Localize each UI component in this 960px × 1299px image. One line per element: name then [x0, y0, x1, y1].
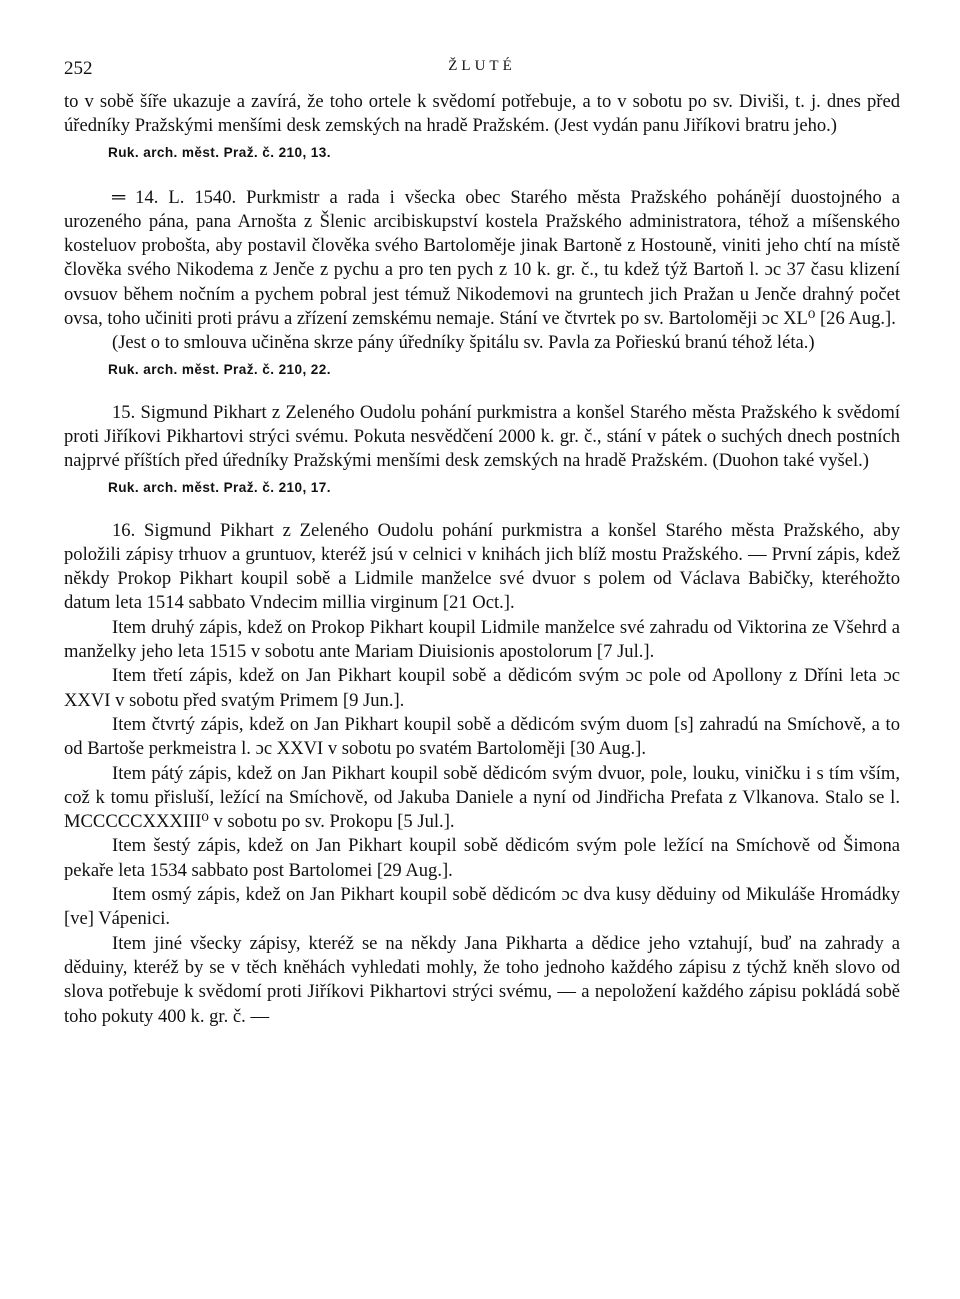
entry-paragraph: 16. Sigmund Pikhart z Zeleného Oudolu pohání purkmistra a konšel Starého města Pražského, aby položili zápisy trhuov a gruntuov, kteréž jsú v celnici v knihách jich blíž mostu Pražského. — První zápis, kdež někdy Prokop Pikhart koupil sobě a Lidmile manželce své dvuor s polem od Václava Babičky, kteréhožto datum leta 1514 sabbato Vndecim millia virginum [21 Oct.].: [64, 519, 900, 614]
entry-16: [64, 519, 900, 1029]
entry-paragraph: Item druhý zápis, kdež on Prokop Pikhart koupil Lidmile manželce své zahradu od Viktorina ze Všehrd a manželky jeho leta 1515 v sobotu ante Mariam Diuisionis apostolorum [7 Jul.].: [64, 616, 900, 663]
continuation-paragraph: to v sobě šíře ukazuje a zavírá, že toho ortele k svědomí potřebuje, a to v sobotu po sv. Diviši, t. j. dnes před úředníky Pražskými menšími desk zemských na hradě Pražském. (Jest vydán panu Jiříkovi bratru jeho.): [64, 91, 900, 137]
entry-paragraph: Item osmý zápis, kdež on Jan Pikhart koupil sobě dědicóm ɔc dva kusy děduiny od Mikuláše Hromádky [ve] Vápenici.: [64, 884, 900, 930]
entry-paragraph: Item šestý zápis, kdež on Jan Pikhart koupil sobě dědicóm svým pole ležící na Smíchově od Šimona pekaře leta 1534 sabbato post Bartolomei [29 Aug.].: [64, 835, 900, 881]
page-header: [64, 58, 900, 90]
document-page: [64, 58, 900, 1029]
entry-14: [64, 186, 900, 381]
entry-paragraph: (Jest o to smlouva učiněna skrze pány úředníky špitálu sv. Pavla za Pořieskú branú téhož léta.): [112, 332, 815, 354]
entry-15: [64, 401, 900, 499]
page-number: 252: [64, 58, 93, 79]
entry-paragraph: ═ 14. L. 1540. Purkmistr a rada i všecka obec Starého města Pražského pohánějí duostojného a urozeného pána, pana Arnošta z Šlenic arcibiskupství kostela Pražského administratora, téhož a míšenského kosteluov probošta, aby postavil člověka svého Bartoloměje jinak Bartoně z Hostouně, viniti jeho chtí na místě člověka svého Nikodema z Jenče z pychu a pro ten pych z 10 k. gr. č., tu kdež týž Bartoň l. ɔc 37 času klizení ovsuov během nočním a pychem pobral jest témuž Nikodemovi na gruntech jich Pražan u Jenče drahný počet ovsa, toho učiniti proti právu a zřízení zemskému nemaje. Stání ve čtvrtek po sv. Bartoloměji ɔc XL⁰ [26 Aug.].: [64, 186, 900, 330]
entry-paragraph: 15. Sigmund Pikhart z Zeleného Oudolu pohání purkmistra a konšel Starého města Pražského k svědomí proti Jiříkovi Pikhartovi strýci svému. Pokuta nesvědčení 2000 k. gr. č., stání v pátek o suchých dnech postních najprvé příštích před úředníky Pražskými menšími desk zemských na hradě Pražském. (Duohon také vyšel.): [64, 401, 900, 472]
source-citation: Ruk. arch. měst. Praž. č. 210, 13.: [108, 144, 331, 160]
continuation-block: [64, 90, 900, 164]
entry-paragraph: Item jiné všecky zápisy, kteréž se na někdy Jana Pikharta a dědice jeho vztahují, buď na zahrady a děduiny, kteréž by se v těch kněhách vyhledati mohly, že toho jednoho každého zápisu z týchž kněh slovo od slova potřebuje k svědomí proti Jiříkovi Pikhartovi strýci svému, — a nepoložení každého zápisu pokládá sobě toho pokuty 400 k. gr. č. —: [64, 932, 900, 1027]
source-citation: Ruk. arch. měst. Praž. č. 210, 22.: [108, 361, 331, 377]
entry-paragraph: Item pátý zápis, kdež on Jan Pikhart koupil sobě dědicóm svým dvuor, pole, louku, viničku i s tím vším, což k tomu přisluší, ležící na Smíchově, od Jakuba Daniele a nyní od Jindřicha Prefata z Vlkanova. Stalo se l. MCCCCCXXXIII⁰ v sobotu po sv. Prokopu [5 Jul.].: [64, 762, 900, 833]
running-title: ŽLUTÉ: [448, 58, 516, 74]
entry-paragraph: Item třetí zápis, kdež on Jan Pikhart koupil sobě a dědicóm svým ɔc pole od Apollony z Dříni leta ɔc XXVI v sobotu před svatým Primem [9 Jun.].: [64, 665, 900, 711]
entry-paragraph: Item čtvrtý zápis, kdež on Jan Pikhart koupil sobě a dědicóm svým duom [s] zahradú na Smíchově, a to od Bartoše perkmeistra l. ɔc XXVI v sobotu po svatém Bartoloměji [30 Aug.].: [64, 713, 900, 760]
source-citation: Ruk. arch. měst. Praž. č. 210, 17.: [108, 479, 331, 495]
